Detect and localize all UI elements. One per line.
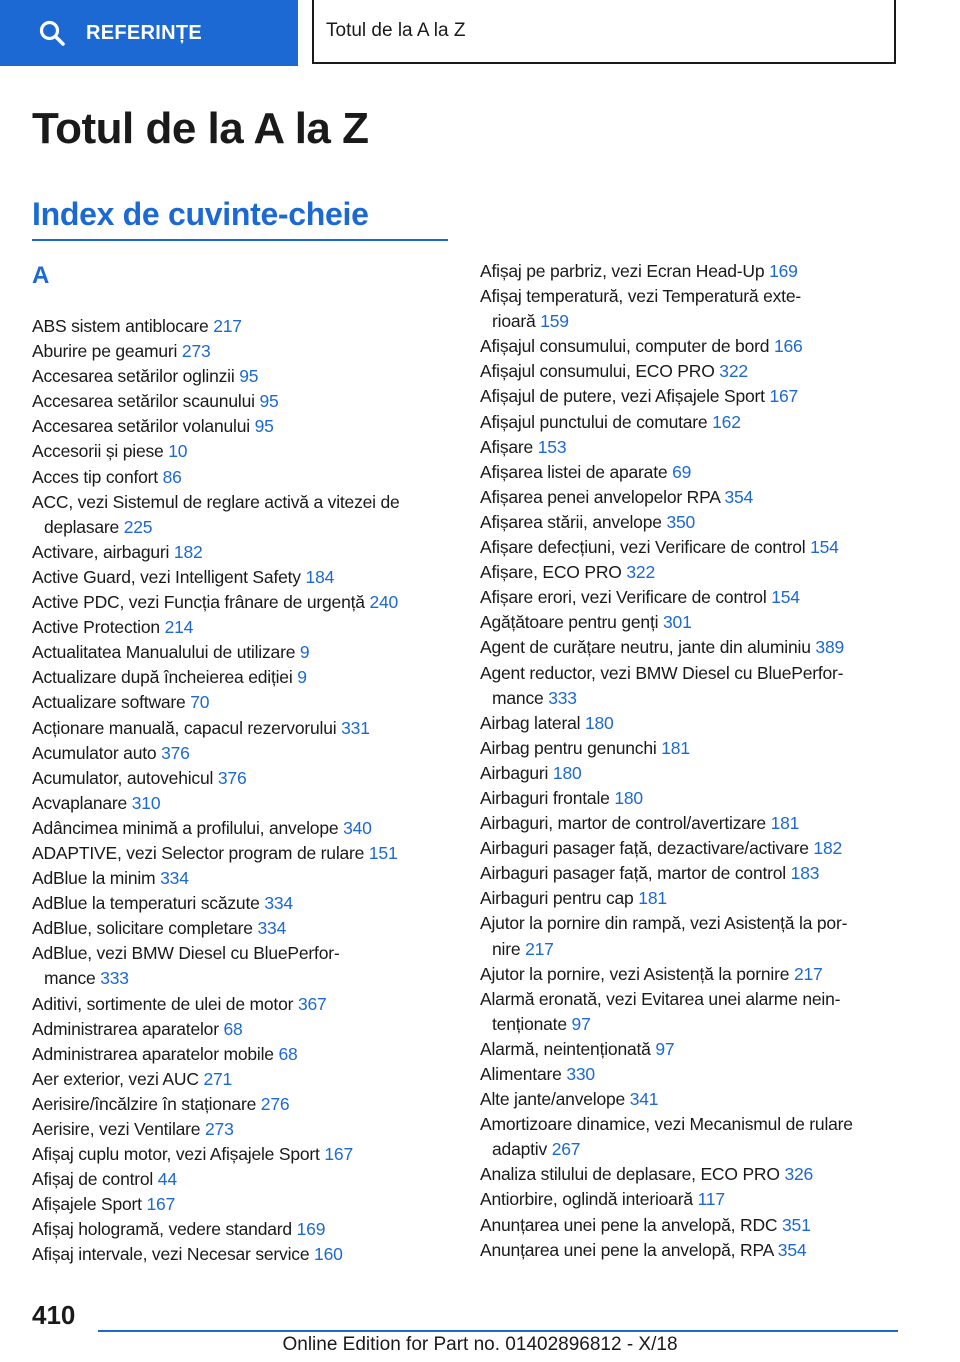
footer-text: Online Edition for Part no. 01402896812 - X/18 (282, 1334, 678, 1355)
index-entry-text: Aditivi, sortimente de ulei de motor (32, 993, 294, 1014)
index-letter-heading: A (32, 262, 50, 289)
index-column-right (480, 259, 900, 1263)
index-entry (480, 1238, 900, 1263)
index-entry-text: Anunțarea unei pene la anvelopă, RDC (480, 1214, 778, 1235)
index-entry-continuation: mance (44, 968, 96, 989)
page-reference-link[interactable]: 95 (254, 416, 274, 437)
index-entry-continuation: mance (492, 687, 544, 708)
index-entry-continuation: deplasare (44, 516, 120, 537)
page-reference-link[interactable]: 162 (712, 411, 741, 432)
page-reference-link[interactable]: 169 (296, 1219, 326, 1240)
page-reference-link[interactable]: 169 (769, 261, 798, 281)
page-reference-link[interactable]: 97 (655, 1038, 675, 1059)
index-entry-continuation: nire (492, 938, 521, 959)
index-entry (480, 987, 900, 1037)
index-entry (480, 259, 900, 284)
page-reference-link[interactable]: 341 (629, 1089, 659, 1110)
index-entry-text: Airbag pentru genunchi (480, 737, 657, 758)
page-reference-link[interactable]: 389 (815, 637, 845, 658)
page-reference-link[interactable]: 333 (100, 968, 129, 989)
index-entry-text: Afișajul consumului, computer de bord (480, 336, 770, 357)
page-reference-link[interactable]: 167 (324, 1144, 353, 1165)
page-reference-link[interactable]: 166 (773, 336, 803, 357)
page-reference-link[interactable]: 95 (259, 391, 279, 412)
index-entry-text: Alte jante/anvelope (480, 1089, 626, 1110)
page-reference-link[interactable]: 180 (552, 762, 582, 783)
index-entry-text: Alarmă, neintenționată (480, 1038, 651, 1059)
index-entry (32, 1092, 448, 1117)
index-entry (480, 510, 900, 535)
page-reference-link[interactable]: 181 (661, 737, 690, 758)
breadcrumb-label: Totul de la A la Z (326, 20, 466, 41)
page-reference-link[interactable]: 334 (264, 893, 293, 914)
page-reference-link[interactable]: 322 (626, 562, 655, 583)
index-entry (480, 1062, 900, 1087)
index-entry-text: Active Protection (32, 617, 160, 638)
index-entry-text: Ajutor la pornire din rampă, vezi Asistență la por- (480, 913, 848, 934)
page-reference-link[interactable]: 70 (190, 692, 210, 713)
page-reference-link[interactable]: 310 (131, 792, 161, 813)
page-reference-link[interactable]: 334 (257, 918, 287, 939)
index-entry-text: AdBlue la minim (32, 868, 156, 889)
page-reference-link[interactable]: 154 (771, 587, 800, 608)
page-reference-link[interactable]: 182 (173, 541, 203, 562)
index-entry (480, 861, 900, 886)
index-entry-text: Afișare erori, vezi Verificare de control (480, 587, 767, 608)
index-entry-text: Adâncimea minimă a profilului, anvelope (32, 817, 339, 838)
page-reference-link[interactable]: 273 (181, 341, 211, 362)
index-entry-text: Ajutor la pornire, vezi Asistență la pornire (480, 963, 790, 984)
index-entry-text: Afișarea stării, anvelope (480, 511, 662, 532)
page-reference-link[interactable]: 217 (525, 938, 554, 959)
index-entry (480, 1213, 900, 1238)
page-reference-link[interactable]: 301 (663, 612, 692, 633)
index-entry (480, 635, 900, 660)
index-entry-text: Aerisire, vezi Ventilare (32, 1119, 201, 1139)
index-entry (32, 314, 448, 339)
index-entry (32, 565, 448, 590)
index-entry (32, 941, 448, 991)
page-reference-link[interactable]: 181 (770, 813, 800, 834)
index-entry (32, 690, 448, 715)
tab-references[interactable] (0, 0, 298, 66)
index-column-left (32, 314, 448, 1268)
index-entry (480, 460, 900, 485)
index-entry-text: Aerisire/încălzire în staționare (32, 1093, 257, 1114)
page-reference-link[interactable]: 97 (571, 1013, 591, 1034)
page-reference-link[interactable]: 217 (793, 963, 823, 984)
page-reference-link[interactable]: 117 (697, 1189, 725, 1210)
index-entry-text: Agent de curățare neutru, jante din aluminiu (480, 637, 811, 658)
index-entry-text: Activare, airbaguri (32, 541, 170, 562)
page-reference-link[interactable]: 153 (537, 436, 567, 457)
page-reference-link[interactable]: 326 (784, 1164, 814, 1185)
index-entry (32, 1117, 448, 1142)
index-entry (32, 741, 448, 766)
search-icon (38, 19, 66, 47)
index-entry (480, 911, 900, 961)
page-reference-link[interactable]: 376 (217, 767, 247, 788)
index-entry (32, 1217, 448, 1242)
index-entry-text: Agățătoare pentru genți (480, 612, 659, 633)
page-number: 410 (32, 1300, 76, 1330)
index-entry (480, 560, 900, 585)
footer-divider (98, 1330, 898, 1332)
index-entry-text: Amortizoare dinamice, vezi Mecanismul de rulare (480, 1114, 853, 1135)
top-navigation (0, 0, 960, 66)
index-entry-text: Afișaj cuplu motor, vezi Afișajele Sport (32, 1144, 320, 1165)
index-entry (480, 761, 900, 786)
index-entry-text: AdBlue, solicitare completare (32, 918, 253, 939)
index-entry (32, 816, 448, 841)
index-entry-text: Airbaguri, martor de control/avertizare (480, 813, 766, 834)
page-reference-link[interactable]: 217 (213, 316, 242, 336)
page-title: Totul de la A la Z (32, 104, 369, 153)
index-entry-text: Afișaj hologramă, vedere standard (32, 1219, 292, 1240)
page-reference-link[interactable]: 354 (724, 486, 754, 507)
index-entry (480, 585, 900, 610)
index-entry-text: ACC, vezi Sistemul de reglare activă a vitezei de (32, 491, 400, 512)
index-entry-text: Agent reductor, vezi BMW Diesel cu BluePerfor- (480, 662, 844, 683)
index-entry (32, 665, 448, 690)
index-entry-text: Administrarea aparatelor (32, 1018, 219, 1039)
index-entry (32, 590, 448, 615)
index-entry-text: Afișajul de putere, vezi Afișajele Sport (480, 386, 765, 407)
index-entry-text: Afișajele Sport (32, 1194, 142, 1215)
page-reference-link[interactable]: 160 (314, 1244, 343, 1265)
index-entry (32, 339, 448, 364)
page-reference-link[interactable]: 154 (810, 537, 839, 558)
index-entry-text: Anunțarea unei pene la anvelopă, RPA (480, 1239, 774, 1260)
index-entry (480, 811, 900, 836)
index-entry (480, 1087, 900, 1112)
index-entry-text: Actualizare după încheierea ediției (32, 667, 293, 688)
page-reference-link[interactable]: 167 (146, 1194, 176, 1215)
page-reference-link[interactable]: 271 (203, 1068, 233, 1089)
index-entry (32, 1167, 448, 1192)
page-reference-link[interactable]: 180 (584, 712, 614, 733)
index-entry-text: Alarmă eronată, vezi Evitarea unei alarme nein- (480, 988, 841, 1009)
index-entry-text: Antiorbire, oglindă interioară (480, 1189, 693, 1210)
index-entry-text: Afișajul consumului, ECO PRO (480, 361, 715, 382)
index-entry (480, 334, 900, 359)
page-reference-link[interactable]: 330 (566, 1064, 595, 1084)
index-entry-text: Airbag lateral (480, 712, 581, 733)
index-entry (32, 465, 448, 490)
page-reference-link[interactable]: 225 (123, 516, 153, 537)
index-entry-text: AdBlue la temperaturi scăzute (32, 893, 260, 914)
index-entry-text: ABS sistem antiblocare (32, 316, 209, 336)
index-entry (32, 992, 448, 1017)
index-entry (32, 791, 448, 816)
page-reference-link[interactable]: 151 (368, 842, 398, 863)
index-entry-text: Acces tip confort (32, 466, 158, 487)
index-entry (480, 410, 900, 435)
page-reference-link[interactable]: 351 (782, 1214, 811, 1235)
index-entry (32, 1192, 448, 1217)
index-entry (480, 384, 900, 409)
index-entry (32, 716, 448, 741)
index-entry-continuation: tenționate (492, 1013, 567, 1034)
index-entry (480, 1112, 900, 1162)
index-entry-text: Accesorii și piese (32, 441, 164, 462)
index-entry (32, 615, 448, 640)
index-entry (480, 661, 900, 711)
index-entry-text: Afișaj pe parbriz, vezi Ecran Head-Up (480, 261, 765, 281)
page-reference-link[interactable]: 159 (540, 311, 569, 332)
index-entry-text: Afișaj intervale, vezi Necesar service (32, 1244, 310, 1265)
page-reference-link[interactable]: 10 (168, 441, 188, 462)
page-reference-link[interactable]: 267 (551, 1139, 581, 1160)
index-entry (480, 610, 900, 635)
index-entry-text: Afișarea penei anvelopelor RPA (480, 486, 720, 507)
page-reference-link[interactable]: 354 (777, 1239, 807, 1260)
tab-references-label: REFERINȚE (86, 21, 203, 44)
index-entry-text: Airbaguri pasager față, martor de control (480, 863, 786, 884)
page-reference-link[interactable]: 333 (548, 687, 577, 708)
page-reference-link[interactable]: 276 (260, 1093, 290, 1114)
index-entry (32, 866, 448, 891)
index-entry (480, 886, 900, 911)
index-entry-text: Actualitatea Manualului de utilizare (32, 642, 296, 663)
index-entry-text: Afișajul punctului de comutare (480, 411, 708, 432)
index-entry (32, 1142, 448, 1167)
index-entry-text: Airbaguri pentru cap (480, 888, 634, 909)
index-entry-text: Aer exterior, vezi AUC (32, 1068, 199, 1089)
index-entry-text: Analiza stilului de deplasare, ECO PRO (480, 1164, 780, 1185)
page-reference-link[interactable]: 240 (369, 592, 399, 613)
page-reference-link[interactable]: 184 (305, 566, 335, 587)
index-entry-text: Actualizare software (32, 692, 186, 713)
index-entry-text: Acvaplanare (32, 792, 128, 813)
index-entry (480, 711, 900, 736)
index-entry-text: Airbaguri pasager față, dezactivare/activare (480, 838, 809, 859)
page-reference-link[interactable]: 44 (157, 1169, 177, 1190)
index-entry (32, 1067, 448, 1092)
page-reference-link[interactable]: 69 (672, 461, 692, 482)
index-entry (32, 389, 448, 414)
index-entry (480, 1037, 900, 1062)
page-reference-link[interactable]: 322 (719, 361, 748, 382)
page-reference-link[interactable]: 183 (790, 863, 820, 884)
index-entry-text: Afișare defecțiuni, vezi Verificare de control (480, 537, 806, 558)
index-entry (32, 490, 448, 540)
index-entry-continuation: rioară (492, 311, 536, 332)
index-entry-text: Alimentare (480, 1064, 562, 1084)
page-reference-link[interactable]: 180 (614, 787, 643, 808)
page-reference-link[interactable]: 9 (297, 667, 307, 688)
index-entry-text: Aburire pe geamuri (32, 341, 178, 362)
index-entry (32, 766, 448, 791)
index-entry (480, 435, 900, 460)
index-entry (32, 916, 448, 941)
index-entry-text: Acumulator, autovehicul (32, 767, 214, 788)
index-entry (32, 414, 448, 439)
index-entry (32, 891, 448, 916)
index-entry (32, 1042, 448, 1067)
index-entry-text: Airbaguri (480, 762, 549, 783)
page-reference-link[interactable]: 367 (297, 993, 327, 1014)
index-entry-text: Afișaj temperatură, vezi Temperatură exte- (480, 286, 802, 307)
index-entry (480, 736, 900, 761)
page-reference-link[interactable]: 376 (161, 742, 190, 763)
index-entry (480, 1162, 900, 1187)
index-entry-text: AdBlue, vezi BMW Diesel cu BluePerfor- (32, 943, 340, 964)
page-reference-link[interactable]: 340 (343, 817, 372, 838)
index-entry-text: Acumulator auto (32, 742, 157, 763)
index-entry (480, 1187, 900, 1212)
index-entry-text: Afișarea listei de aparate (480, 461, 668, 482)
index-entry-text: Active Guard, vezi Intelligent Safety (32, 566, 301, 587)
page-reference-link[interactable]: 9 (299, 642, 310, 663)
index-entry (480, 786, 900, 811)
index-entry (480, 284, 900, 334)
index-entry (32, 540, 448, 565)
index-entry (480, 836, 900, 861)
index-entry-text: Accesarea setărilor scaunului (32, 391, 255, 412)
index-entry (480, 962, 900, 987)
page-reference-link[interactable]: 331 (341, 717, 370, 738)
index-entry-text: Accesarea setărilor oglinzii (32, 366, 235, 387)
index-entry-text: Active PDC, vezi Funcția frânare de urgență (32, 592, 365, 613)
index-entry-text: Acționare manuală, capacul rezervorului (32, 717, 337, 738)
index-entry-text: Airbaguri frontale (480, 787, 610, 808)
section-divider (32, 239, 448, 241)
index-entry (32, 439, 448, 464)
index-entry-text: Afișaj de control (32, 1169, 154, 1190)
page-reference-link[interactable]: 214 (164, 617, 194, 638)
index-entry-text: Administrarea aparatelor mobile (32, 1043, 274, 1064)
page-reference-link[interactable]: 68 (278, 1043, 298, 1064)
index-entry (480, 535, 900, 560)
page-reference-link[interactable]: 273 (205, 1119, 234, 1139)
index-entry (480, 359, 900, 384)
breadcrumb[interactable] (312, 0, 896, 64)
index-entry-continuation: adaptiv (492, 1139, 548, 1160)
page-reference-link[interactable]: 181 (638, 888, 667, 909)
index-entry-text: ADAPTIVE, vezi Selector program de rulare (32, 842, 365, 863)
index-entry-text: Afișare (480, 436, 534, 457)
index-entry (32, 841, 448, 866)
page-reference-link[interactable]: 182 (813, 838, 843, 859)
section-title: Index de cuvinte-cheie (32, 196, 369, 232)
index-entry (32, 640, 448, 665)
index-entry (32, 1017, 448, 1042)
page-reference-link[interactable]: 86 (162, 466, 182, 487)
page-reference-link[interactable]: 68 (223, 1018, 243, 1039)
index-entry-text: Afișare, ECO PRO (480, 562, 622, 583)
page-reference-link[interactable]: 95 (239, 366, 259, 387)
index-entry (32, 364, 448, 389)
page-reference-link[interactable]: 350 (666, 511, 696, 532)
index-entry-text: Accesarea setărilor volanului (32, 416, 250, 437)
page-reference-link[interactable]: 167 (769, 386, 799, 407)
index-entry (32, 1242, 448, 1267)
page-reference-link[interactable]: 334 (160, 868, 189, 889)
index-entry (480, 485, 900, 510)
